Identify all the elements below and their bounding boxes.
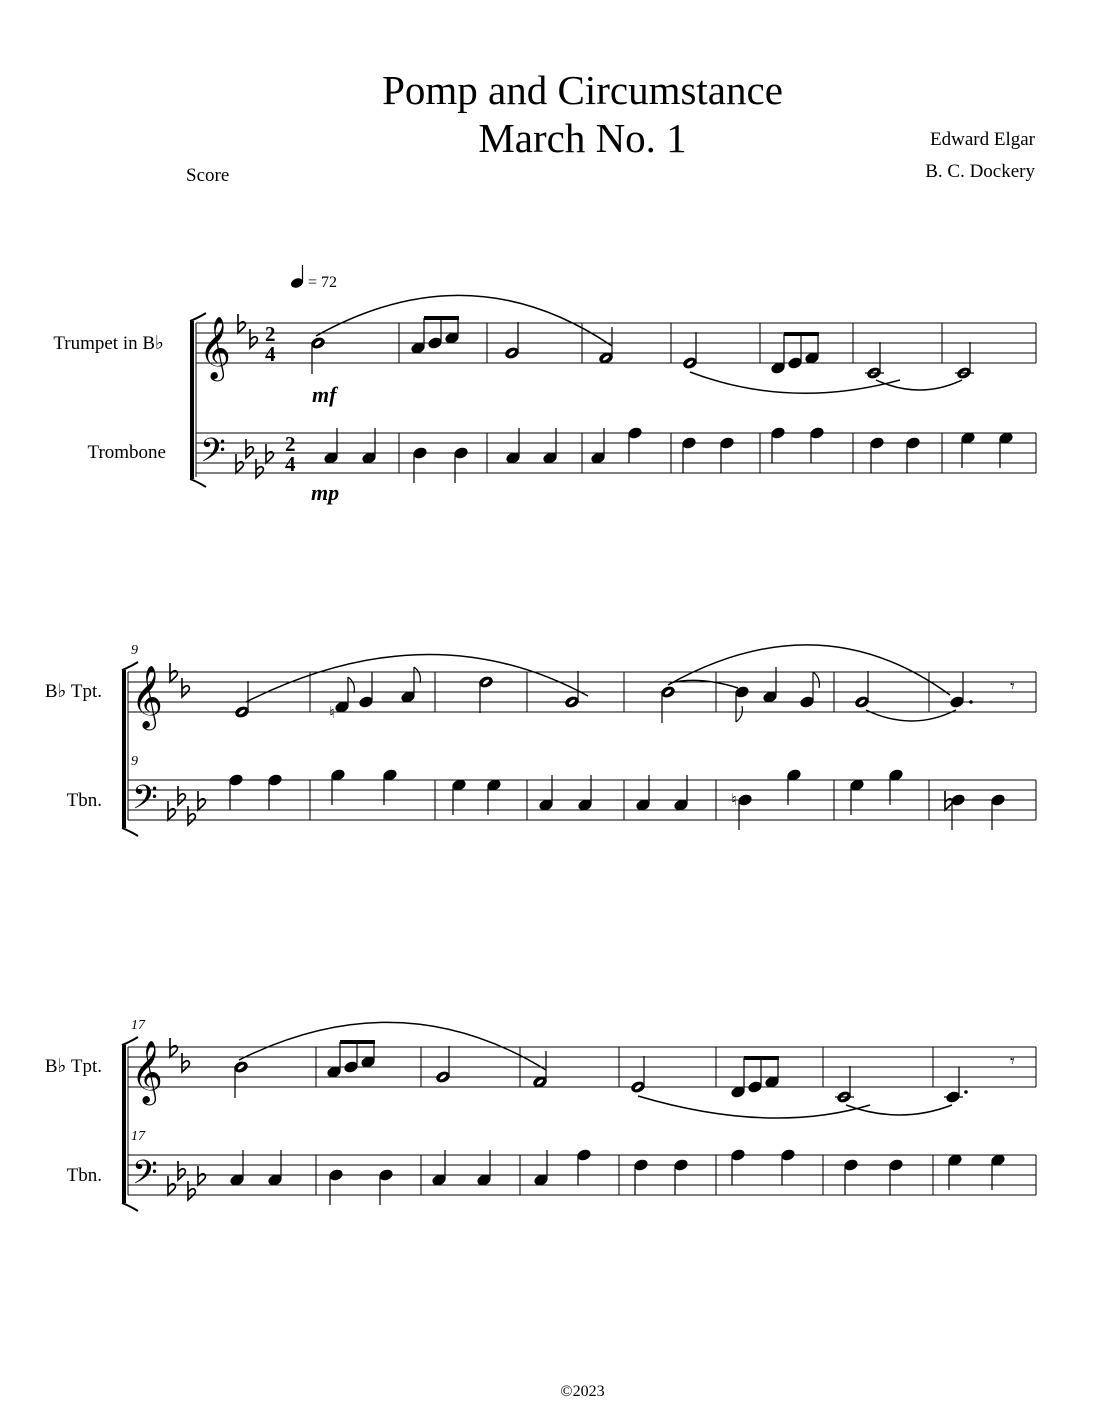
measure-number-17-trombone: 17 bbox=[131, 1129, 145, 1144]
svg-text:♮: ♮ bbox=[329, 705, 335, 722]
trombone-key-signature bbox=[168, 1161, 205, 1200]
measure-number-17-trumpet: 17 bbox=[131, 1018, 145, 1033]
tempo-text: = 72 bbox=[308, 274, 338, 291]
bass-clef-icon: 𝄢 bbox=[132, 1154, 158, 1200]
arranger-credit: B. C. Dockery bbox=[925, 161, 1035, 182]
staff-label-trumpet-short: B♭ Tpt. bbox=[44, 681, 102, 702]
staff-label-trombone-short: Tbn. bbox=[66, 1165, 102, 1186]
trombone-key-signature bbox=[236, 439, 273, 478]
staff-label-trumpet: Trumpet in B♭ bbox=[53, 333, 164, 354]
composer-credit: Edward Elgar bbox=[930, 129, 1035, 150]
trombone-notes-system-2 bbox=[229, 769, 1006, 830]
trombone-notes-system-3 bbox=[230, 1149, 1006, 1205]
staff-label-trumpet-short: B♭ Tpt. bbox=[44, 1056, 102, 1077]
svg-text:2: 2 bbox=[265, 322, 276, 346]
trombone-key-signature bbox=[168, 786, 205, 825]
barlines bbox=[316, 1047, 1036, 1195]
staff-label-trombone-short: Tbn. bbox=[66, 790, 102, 811]
treble-clef-icon: 𝄞 bbox=[131, 665, 163, 728]
system-3 bbox=[45, 1018, 1036, 1211]
trombone-notes-system-1 bbox=[324, 427, 1014, 483]
dynamic-mf: mf bbox=[312, 382, 337, 407]
tempo-marking bbox=[290, 265, 337, 291]
measure-number-9-trombone: 9 bbox=[131, 754, 138, 769]
title-line-2: March No. 1 bbox=[478, 115, 687, 161]
trumpet-notes-system-3 bbox=[233, 1022, 1015, 1118]
dynamic-mp: mp bbox=[311, 480, 340, 505]
trumpet-staff bbox=[128, 1047, 1036, 1087]
system-2 bbox=[45, 643, 1036, 836]
trombone-staff bbox=[128, 780, 1036, 820]
time-signature-trumpet bbox=[265, 322, 276, 366]
system-1 bbox=[53, 265, 1036, 505]
score-label: Score bbox=[186, 165, 230, 186]
svg-text:2: 2 bbox=[285, 432, 296, 456]
svg-text:♮: ♮ bbox=[731, 792, 737, 809]
barlines bbox=[399, 323, 1036, 473]
svg-text:4: 4 bbox=[265, 342, 276, 366]
treble-clef-icon: 𝄞 bbox=[199, 316, 231, 379]
trumpet-notes-system-2 bbox=[234, 645, 1015, 723]
trumpet-notes-system-1 bbox=[310, 295, 974, 393]
treble-clef-icon: 𝄞 bbox=[131, 1040, 163, 1103]
measure-number-9-trumpet: 9 bbox=[131, 643, 138, 658]
staff-label-trombone: Trombone bbox=[87, 442, 166, 463]
time-signature-trombone bbox=[285, 432, 296, 476]
svg-text:𝄾: 𝄾 bbox=[1010, 1051, 1015, 1071]
title-line-1: Pomp and Circumstance bbox=[382, 67, 783, 113]
copyright-footer: ©2023 bbox=[560, 1383, 605, 1400]
svg-text:4: 4 bbox=[285, 452, 296, 476]
bass-clef-icon: 𝄢 bbox=[200, 432, 226, 478]
bass-clef-icon: 𝄢 bbox=[132, 779, 158, 825]
svg-text:𝄾: 𝄾 bbox=[1010, 676, 1015, 696]
